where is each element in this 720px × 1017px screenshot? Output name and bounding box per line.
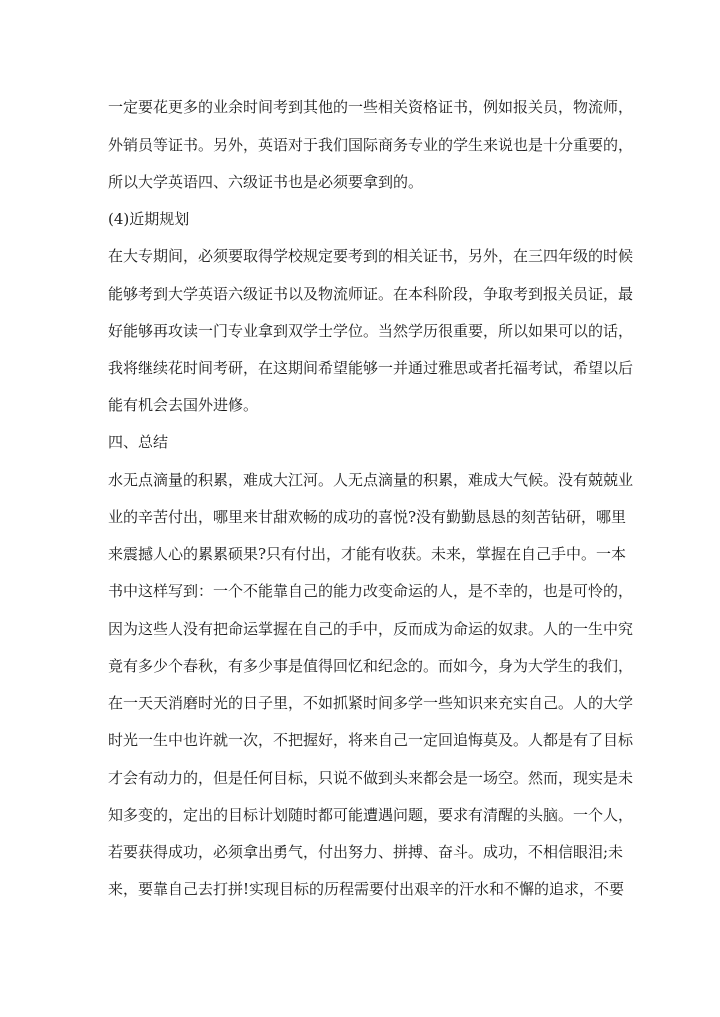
paragraph-line: 竟有多少个春秋，有多少事是值得回忆和纪念的。而如今，身为大学生的我们，	[108, 657, 634, 675]
paragraph-line: 若要获得成功，必须拿出勇气，付出努力、拼搏、奋斗。成功，不相信眼泪;未	[108, 843, 624, 861]
section-heading-summary: 四、总结	[108, 433, 169, 451]
paragraph-line: 能有机会去国外进修。	[108, 396, 259, 414]
section-heading-short-term-plan: (4)近期规划	[108, 210, 190, 228]
paragraph-line: 来，要靠自己去打拼!实现目标的历程需要付出艰辛的汗水和不懈的追求，不要	[108, 880, 625, 898]
paragraph-line: 好能够再攻读一门专业拿到双学士学位。当然学历很重要，所以如果可以的话，	[108, 322, 634, 340]
paragraph-line: 在大专期间，必须要取得学校规定要考到的相关证书，另外，在三四年级的时候	[108, 247, 634, 265]
paragraph-line: 来震撼人心的累累硕果?只有付出，才能有收获。未来，掌握在自己手中。一本	[108, 545, 627, 563]
paragraph-line: 时光一生中也许就一次，不把握好，将来自己一定回追悔莫及。人都是有了目标	[108, 731, 634, 749]
paragraph-line: 业的辛苦付出，哪里来甘甜欢畅的成功的喜悦?没有勤勤恳恳的刻苦钻研，哪里	[108, 508, 627, 526]
paragraph-line: 因为这些人没有把命运掌握在自己的手中，反而成为命运的奴隶。人的一生中究	[108, 620, 634, 638]
paragraph-line: 书中这样写到：一个不能靠自己的能力改变命运的人，是不幸的，也是可怜的，	[108, 582, 634, 600]
paragraph-line: 能够考到大学英语六级证书以及物流师证。在本科阶段，争取考到报关员证，最	[108, 285, 634, 303]
paragraph-line: 一定要花更多的业余时间考到其他的一些相关资格证书，例如报关员，物流师，	[108, 98, 634, 116]
paragraph-line: 所以大学英语四、六级证书也是必须要拿到的。	[108, 173, 424, 191]
paragraph-line: 水无点滴量的积累，难成大江河。人无点滴量的积累，难成大气候。没有兢兢业	[108, 471, 634, 489]
paragraph-line: 才会有动力的，但是任何目标，只说不做到头来都会是一场空。然而，现实是未	[108, 769, 634, 787]
paragraph-line: 知多变的，定出的目标计划随时都可能遭遇问题，要求有清醒的头脑。一个人，	[108, 806, 634, 824]
paragraph-line: 我将继续花时间考研，在这期间希望能够一并通过雅思或者托福考试，希望以后	[108, 359, 634, 377]
paragraph-line: 在一天天消磨时光的日子里，不如抓紧时间多学一些知识来充实自己。人的大学	[108, 694, 634, 712]
paragraph-line: 外销员等证书。另外，英语对于我们国际商务专业的学生来说也是十分重要的，	[108, 136, 634, 154]
